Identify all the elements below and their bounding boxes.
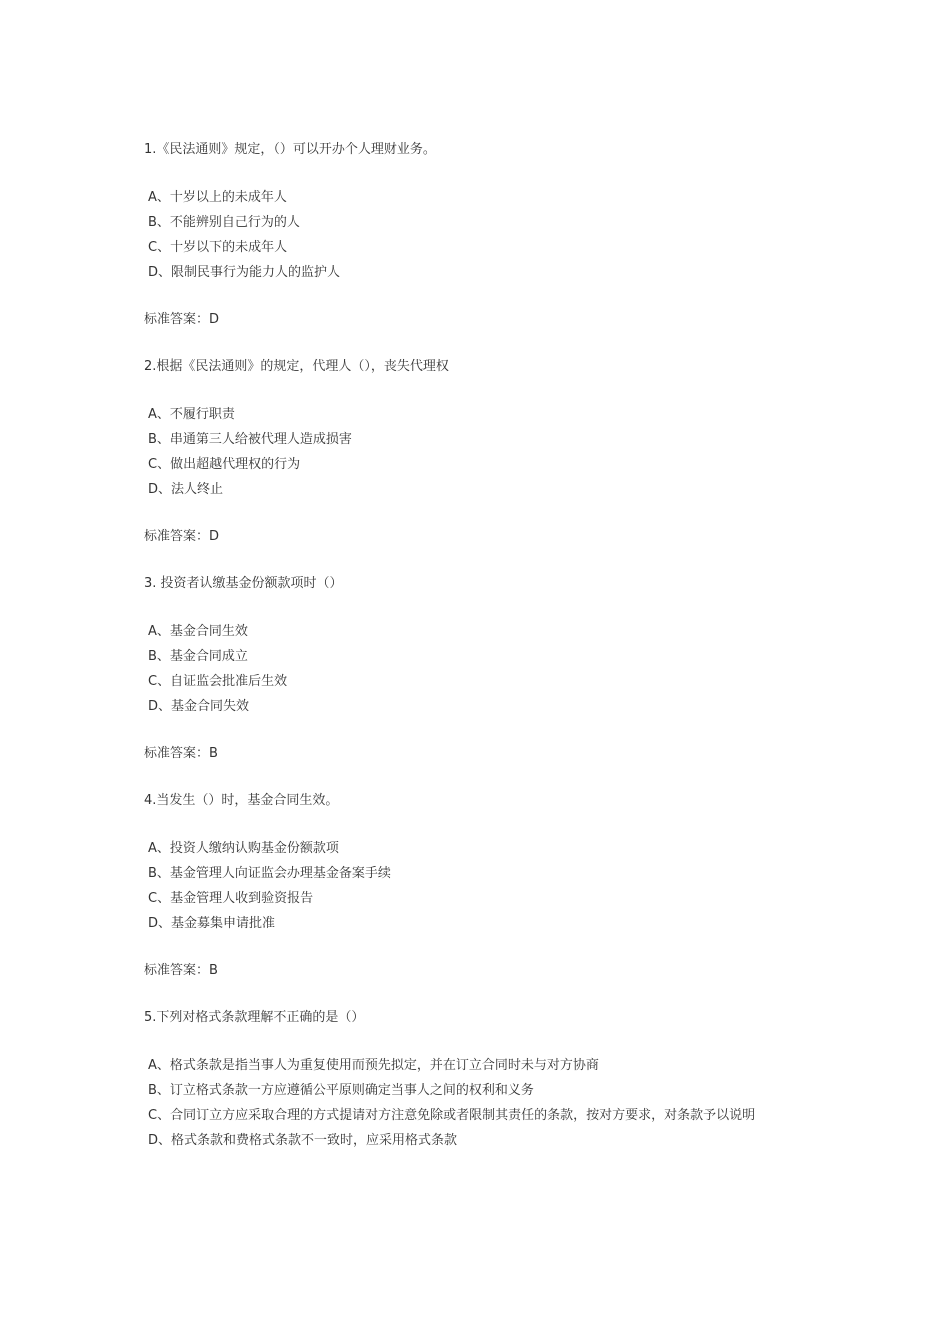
option-a: A、投资人缴纳认购基金份额款项 xyxy=(148,841,339,856)
option-c: C、做出超越代理权的行为 xyxy=(148,457,301,472)
option-list xyxy=(144,619,814,719)
option-b: B、基金合同成立 xyxy=(148,649,248,664)
option-d: D、基金募集申请批准 xyxy=(148,916,276,931)
option-a: A、格式条款是指当事人为重复使用而预先拟定，并在订立合同时未与对方协商 xyxy=(148,1058,599,1073)
document-page xyxy=(144,138,814,1153)
standard-answer: 标准答案：D xyxy=(144,312,220,327)
question-title: 5.下列对格式条款理解不正确的是（） xyxy=(144,1010,365,1025)
question-title: 1.《民法通则》规定，（）可以开办个人理财业务。 xyxy=(144,142,436,157)
option-b: B、订立格式条款一方应遵循公平原则确定当事人之间的权利和义务 xyxy=(148,1083,534,1098)
option-list xyxy=(144,402,814,502)
standard-answer: 标准答案：B xyxy=(144,963,218,978)
option-a: A、基金合同生效 xyxy=(148,624,248,639)
option-d: D、基金合同失效 xyxy=(148,699,250,714)
standard-answer: 标准答案：D xyxy=(144,529,220,544)
option-a: A、十岁以上的未成年人 xyxy=(148,190,287,205)
question-4 xyxy=(144,789,814,983)
option-b: B、不能辨别自己行为的人 xyxy=(148,215,300,230)
question-title: 4.当发生（）时，基金合同生效。 xyxy=(144,793,339,808)
option-list xyxy=(144,185,814,285)
question-title: 3. 投资者认缴基金份额款项时（） xyxy=(144,576,343,591)
option-c: C、基金管理人收到验资报告 xyxy=(148,891,314,906)
option-a: A、不履行职责 xyxy=(148,407,235,422)
option-d: D、限制民事行为能力人的监护人 xyxy=(148,265,341,280)
option-c: C、自证监会批准后生效 xyxy=(148,674,288,689)
option-c: C、十岁以下的未成年人 xyxy=(148,240,288,255)
question-title: 2.根据《民法通则》的规定，代理人（），丧失代理权 xyxy=(144,359,449,374)
option-c: C、合同订立方应采取合理的方式提请对方注意免除或者限制其责任的条款，按对方要求，对条款予以说明 xyxy=(148,1108,756,1123)
option-b: B、基金管理人向证监会办理基金备案手续 xyxy=(148,866,391,881)
question-2 xyxy=(144,355,814,549)
option-list xyxy=(144,836,814,936)
standard-answer: 标准答案：B xyxy=(144,746,218,761)
option-b: B、串通第三人给被代理人造成损害 xyxy=(148,432,352,447)
question-1 xyxy=(144,138,814,332)
question-3 xyxy=(144,572,814,766)
option-d: D、格式条款和费格式条款不一致时，应采用格式条款 xyxy=(148,1133,458,1148)
option-list xyxy=(144,1053,814,1153)
option-d: D、法人终止 xyxy=(148,482,224,497)
question-5 xyxy=(144,1006,814,1153)
